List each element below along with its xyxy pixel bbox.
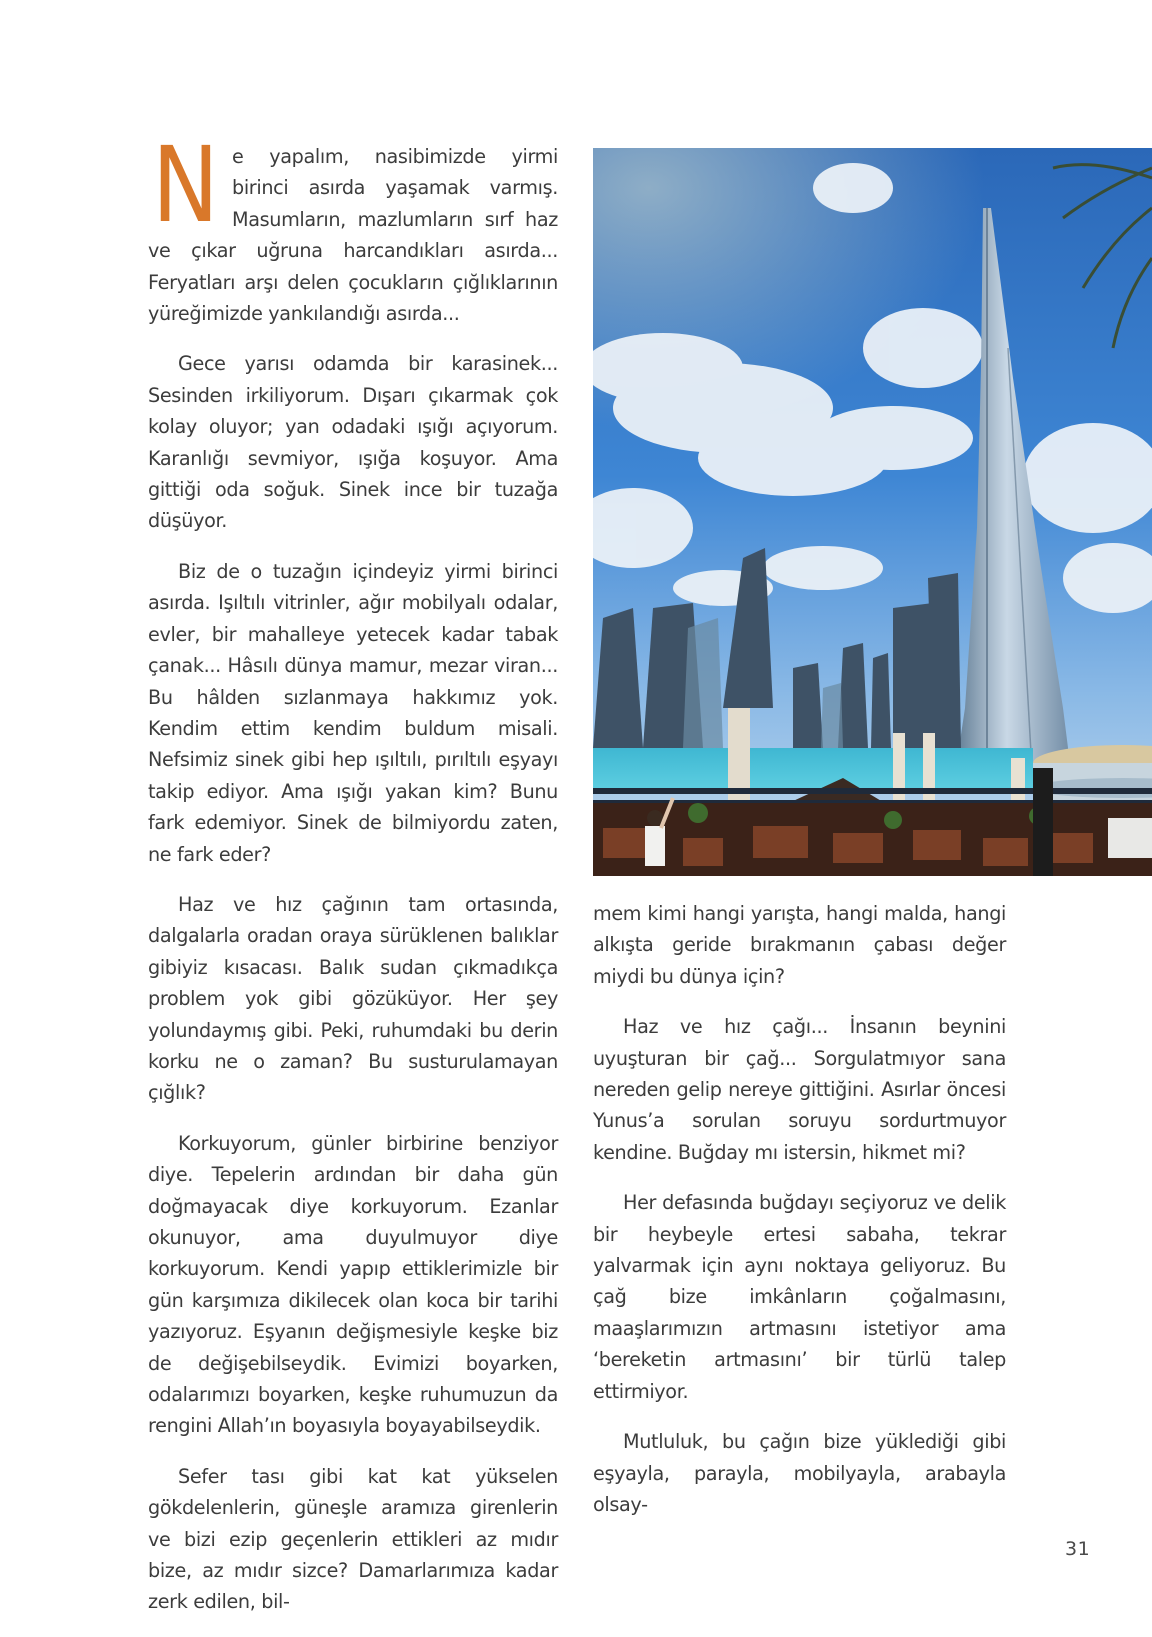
paragraph-6: Sefer tası gibi kat kat yükselen gökdelenlerin, güneşle aramıza girenlerin ve bizi ezip geçenlerin ettikleri az mıdır bize, az mıdır sizce? Damarlarımıza kadar zerk edilen, bil- — [148, 1464, 558, 1614]
photo-illustration — [593, 148, 1152, 876]
city-skyline-photo — [593, 148, 1152, 876]
paragraph-5: Korkuyorum, günler birbirine benziyor diye. Tepelerin ardından bir daha gün doğmayacak diye korkuyorum. Ezanlar okunuyor, ama duyulmuyor diye korkuyorum. Kendi yapıp ettiklerimizle bir gün karşımıza dikilecek olan koca bir tarihi yazıyoruz. Eşyanın değişmesiyle keşke biz de değişebilseydik. Evimizi boyarken, odalarımızı boyarken, keşke ruhumuzun da rengini Allah’ın boyasıyla boyayabilseydik. — [148, 1131, 558, 1438]
paragraph-8: Haz ve hız çağı... İnsanın beynini uyuşturan bir çağ... Sorgulatmıyor sana nereden gelip nereye gittiğini. Asırlar öncesi Yunus’a sorulan soruyu sordurtmuyor kendine. Buğday mı istersin, hikmet mi? — [593, 1015, 1006, 1164]
paragraph-3: Biz de o tuzağın içindeyiz yirmi birinci asırda. Işıltılı vitrinler, ağır mobilyalı odalar, evler, bir mahalleye yetecek kadar tabak çanak... Hâsılı dünya mamur, mezar viran... Bu hâlden sızlanmaya hakkımız yok. Kendim ettim kendim buldum misali. Nefsimiz sinek gibi hep ışıltılı, pırıltılı eşyayı takip ediyor. Ama ışığı yakan kim? Bunu fark edemiyor. Sinek de bilmiyordu zaten, ne fark eder? — [148, 559, 558, 866]
paragraph-10: Mutluluk, bu çağın bize yüklediği gibi eşyayla, parayla, mobilyayla, arabayla olsay- — [593, 1430, 1006, 1516]
left-text-column — [148, 124, 558, 1637]
page-number: 31 — [1065, 1538, 1091, 1560]
paragraph-2: Gece yarısı odamda bir karasinek... Sesinden irkiliyorum. Dışarı çıkarmak çok kolay oluyor; yan odadaki ışığı açıyorum. Karanlığı sevmiyor, ışığa koşuyor. Ama gittiği oda soğuk. Sinek ince bir tuzağa düşüyor. — [148, 352, 558, 533]
paragraph-7: mem kimi hangi yarışta, hangi malda, hangi alkışta geride bırakmanın çabası değer miydi bu dünya için? — [593, 902, 1006, 988]
paragraph-1: Ne yapalım, nasibimizde yirmi birinci asırda yaşamak varmış. Masumların, mazlumların sırf haz ve çıkar uğruna harcandıkları asırda... Feryatları arşı delen çocukların çığlıklarının yüreğimizde yankılandığı asırda... — [148, 124, 558, 326]
paragraph-4: Haz ve hız çağının tam ortasında, dalgalarla oradan oraya sürüklenen balıklar gibiyiz kısacası. Balık sudan çıkmadıkça problem yok gibi gözüküyor. Her şey yolundaymış gibi. Peki, ruhumdaki bu derin korku ne o zaman? Bu susturulamayan çığlık? — [148, 892, 558, 1105]
drop-cap: N — [152, 124, 219, 246]
paragraph-9: Her defasında buğdayı seçiyoruz ve delik bir heybeyle ertesi sabaha, tekrar yalvarmak için aynı noktaya geliyoruz. Bu çağ bize imkânların çoğalmasını, maaşlarımızın artmasını istetiyor ama ‘bereketin artmasını’ bir türlü talep ettirmiyor. — [593, 1191, 1006, 1403]
right-text-column — [593, 898, 1006, 1539]
